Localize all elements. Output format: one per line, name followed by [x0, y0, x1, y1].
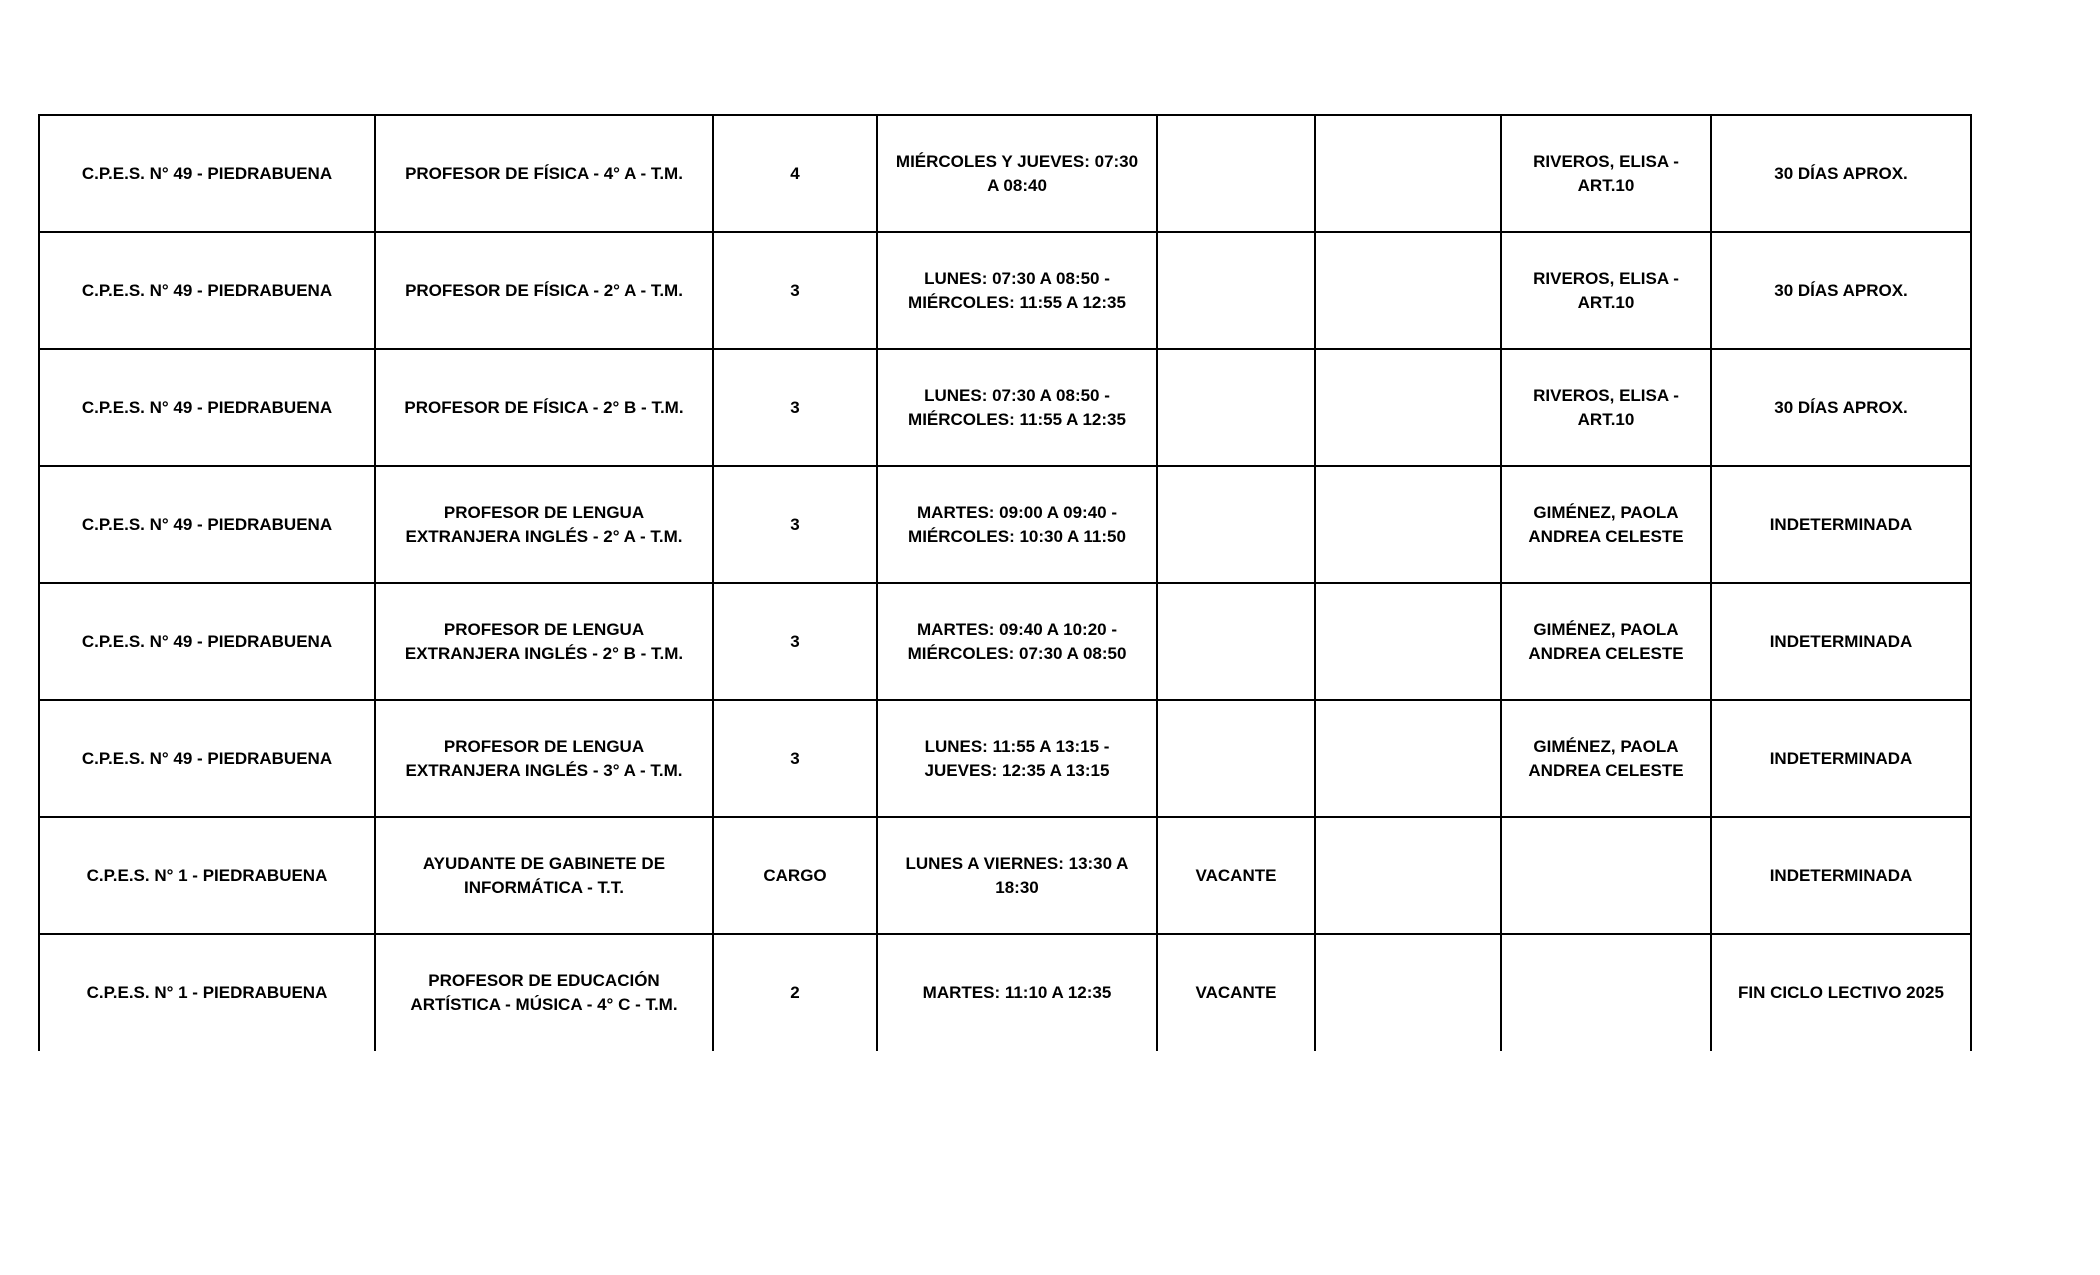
school-cell: C.P.E.S. N° 49 - PIEDRABUENA — [39, 466, 375, 583]
position-cell: PROFESOR DE FÍSICA - 4° A - T.M. — [375, 115, 713, 232]
duration-cell: INDETERMINADA — [1711, 700, 1971, 817]
position-cell: AYUDANTE DE GABINETE DE INFORMÁTICA - T.T. — [375, 817, 713, 934]
position-cell: PROFESOR DE LENGUA EXTRANJERA INGLÉS - 2° B - T.M. — [375, 583, 713, 700]
extra-cell — [1315, 349, 1501, 466]
extra-cell — [1315, 583, 1501, 700]
schedule-cell: MARTES: 11:10 A 12:35 — [877, 934, 1157, 1051]
holder-cell — [1501, 817, 1711, 934]
table-row — [39, 466, 1971, 583]
duration-cell: INDETERMINADA — [1711, 583, 1971, 700]
school-cell: C.P.E.S. N° 49 - PIEDRABUENA — [39, 349, 375, 466]
school-cell: C.P.E.S. N° 1 - PIEDRABUENA — [39, 934, 375, 1051]
hours-cell: 3 — [713, 349, 877, 466]
schedule-cell: MARTES: 09:40 A 10:20 - MIÉRCOLES: 07:30 A 08:50 — [877, 583, 1157, 700]
schedule-cell: MIÉRCOLES Y JUEVES: 07:30 A 08:40 — [877, 115, 1157, 232]
schedule-cell: LUNES: 07:30 A 08:50 - MIÉRCOLES: 11:55 A 12:35 — [877, 349, 1157, 466]
positions-table — [38, 114, 1972, 1051]
duration-cell: INDETERMINADA — [1711, 817, 1971, 934]
table-row — [39, 934, 1971, 1051]
school-cell: C.P.E.S. N° 1 - PIEDRABUENA — [39, 817, 375, 934]
hours-cell: 4 — [713, 115, 877, 232]
status-cell — [1157, 232, 1315, 349]
position-cell: PROFESOR DE LENGUA EXTRANJERA INGLÉS - 2° A - T.M. — [375, 466, 713, 583]
table-row — [39, 700, 1971, 817]
hours-cell: 3 — [713, 232, 877, 349]
position-cell: PROFESOR DE LENGUA EXTRANJERA INGLÉS - 3° A - T.M. — [375, 700, 713, 817]
hours-cell: 3 — [713, 583, 877, 700]
extra-cell — [1315, 700, 1501, 817]
status-cell: VACANTE — [1157, 934, 1315, 1051]
status-cell — [1157, 700, 1315, 817]
table-body — [39, 115, 1971, 1051]
extra-cell — [1315, 232, 1501, 349]
status-cell — [1157, 349, 1315, 466]
hours-cell: 2 — [713, 934, 877, 1051]
table-row — [39, 817, 1971, 934]
position-cell: PROFESOR DE FÍSICA - 2° A - T.M. — [375, 232, 713, 349]
extra-cell — [1315, 934, 1501, 1051]
table-row — [39, 232, 1971, 349]
school-cell: C.P.E.S. N° 49 - PIEDRABUENA — [39, 232, 375, 349]
status-cell — [1157, 115, 1315, 232]
extra-cell — [1315, 817, 1501, 934]
schedule-cell: MARTES: 09:00 A 09:40 - MIÉRCOLES: 10:30 A 11:50 — [877, 466, 1157, 583]
position-cell: PROFESOR DE FÍSICA - 2° B - T.M. — [375, 349, 713, 466]
holder-cell: RIVEROS, ELISA - ART.10 — [1501, 349, 1711, 466]
holder-cell: GIMÉNEZ, PAOLA ANDREA CELESTE — [1501, 466, 1711, 583]
extra-cell — [1315, 115, 1501, 232]
schedule-cell: LUNES: 11:55 A 13:15 - JUEVES: 12:35 A 13:15 — [877, 700, 1157, 817]
hours-cell: 3 — [713, 700, 877, 817]
holder-cell — [1501, 934, 1711, 1051]
holder-cell: GIMÉNEZ, PAOLA ANDREA CELESTE — [1501, 583, 1711, 700]
status-cell — [1157, 466, 1315, 583]
duration-cell: INDETERMINADA — [1711, 466, 1971, 583]
table-row — [39, 583, 1971, 700]
duration-cell: 30 DÍAS APROX. — [1711, 349, 1971, 466]
duration-cell: FIN CICLO LECTIVO 2025 — [1738, 983, 1944, 1002]
duration-cell: 30 DÍAS APROX. — [1711, 115, 1971, 232]
table-row — [39, 115, 1971, 232]
holder-cell: RIVEROS, ELISA - ART.10 — [1501, 115, 1711, 232]
school-cell: C.P.E.S. N° 49 - PIEDRABUENA — [39, 700, 375, 817]
holder-cell: RIVEROS, ELISA - ART.10 — [1501, 232, 1711, 349]
schedule-cell: LUNES: 07:30 A 08:50 - MIÉRCOLES: 11:55 A 12:35 — [877, 232, 1157, 349]
schedule-cell: LUNES A VIERNES: 13:30 A 18:30 — [877, 817, 1157, 934]
duration-cell: 30 DÍAS APROX. — [1711, 232, 1971, 349]
status-cell — [1157, 583, 1315, 700]
school-cell: C.P.E.S. N° 49 - PIEDRABUENA — [39, 115, 375, 232]
status-cell: VACANTE — [1157, 817, 1315, 934]
hours-cell: 3 — [713, 466, 877, 583]
holder-cell: GIMÉNEZ, PAOLA ANDREA CELESTE — [1501, 700, 1711, 817]
hours-cell: CARGO — [713, 817, 877, 934]
extra-cell — [1315, 466, 1501, 583]
table-row — [39, 349, 1971, 466]
school-cell: C.P.E.S. N° 49 - PIEDRABUENA — [39, 583, 375, 700]
position-cell: PROFESOR DE EDUCACIÓN ARTÍSTICA - MÚSICA - 4° C - T.M. — [375, 934, 713, 1051]
